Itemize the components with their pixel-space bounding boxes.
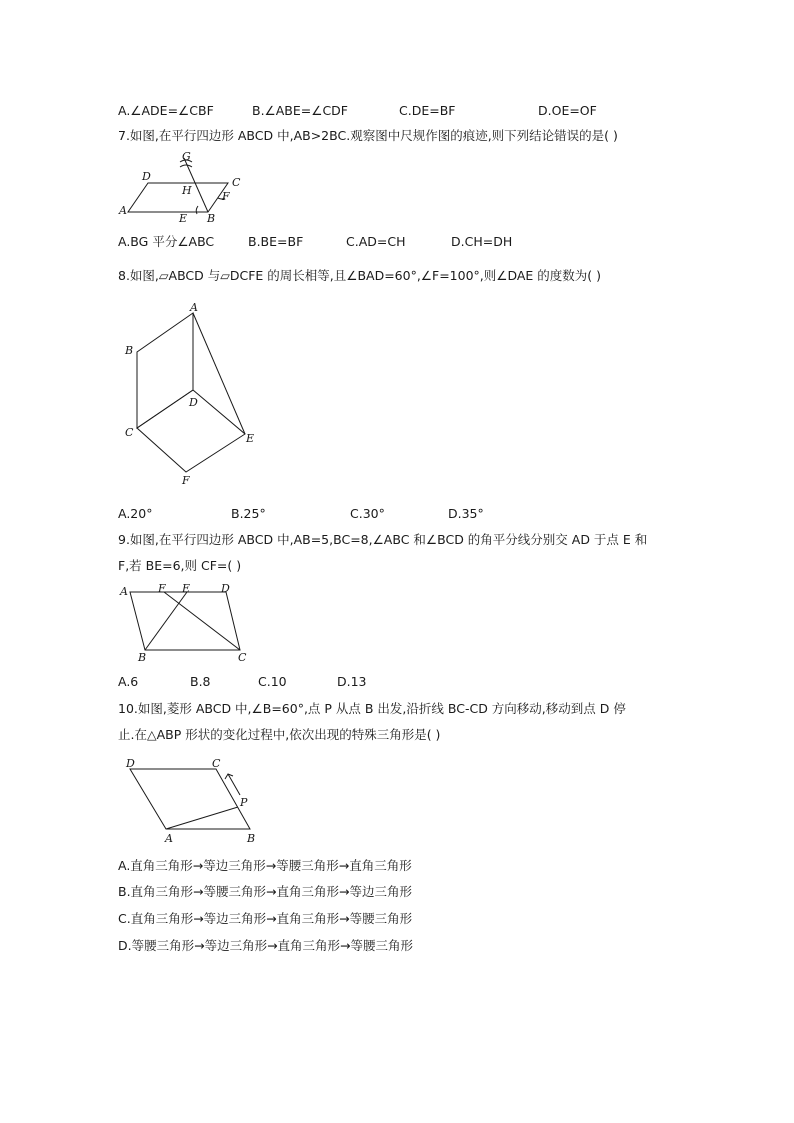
q10-label-c: C bbox=[212, 757, 221, 770]
q10-option-b: B.直角三角形→等腰三角形→直角三角形→等边三角形 bbox=[118, 884, 412, 899]
q6-option-a: A.∠ADE=∠CBF bbox=[118, 103, 214, 118]
q8-label-c: C bbox=[125, 426, 134, 439]
q10-label-p: P bbox=[240, 796, 248, 809]
q10-label-b: B bbox=[247, 832, 256, 845]
q8-option-d: D.35° bbox=[448, 506, 484, 521]
q7-figure bbox=[118, 150, 268, 225]
q7-label-c: C bbox=[232, 176, 241, 189]
q7-stem: 7.如图,在平行四边形 ABCD 中,AB>2BC.观察图中尺规作图的痕迹,则下列结论错误的是( ) bbox=[118, 128, 618, 143]
q10-segment-ap bbox=[166, 807, 238, 829]
q9-label-b: B bbox=[138, 651, 147, 664]
q8-option-a: A.20° bbox=[118, 506, 153, 521]
q8-label-e: E bbox=[246, 432, 255, 445]
q9-stem-line2: F,若 BE=6,则 CF=( ) bbox=[118, 558, 242, 573]
q6-option-c: C.DE=BF bbox=[399, 103, 456, 118]
q9-label-e: E bbox=[182, 582, 191, 595]
q9-label-f: F bbox=[158, 582, 166, 595]
q9-option-b: B.8 bbox=[190, 674, 211, 689]
q10-option-a: A.直角三角形→等边三角形→等腰三角形→直角三角形 bbox=[118, 858, 412, 873]
q7-option-a: A.BG 平分∠ABC bbox=[118, 234, 215, 249]
q10-figure bbox=[118, 755, 268, 850]
q7-arc-e bbox=[196, 206, 198, 214]
q8-label-b: B bbox=[125, 344, 134, 357]
q10-stem-line1: 10.如图,菱形 ABCD 中,∠B=60°,点 P 从点 B 出发,沿折线 BC-CD 方向移动,移动到点 D 停 bbox=[118, 701, 626, 716]
q7-label-d: D bbox=[142, 170, 151, 183]
q10-option-d: D.等腰三角形→等边三角形→直角三角形→等腰三角形 bbox=[118, 938, 414, 953]
q6-option-b: B.∠ABE=∠CDF bbox=[252, 103, 349, 118]
q10-label-a: A bbox=[165, 832, 173, 845]
q7-label-b: B bbox=[207, 212, 216, 225]
q9-parallelogram bbox=[130, 592, 240, 650]
q10-rhombus bbox=[130, 769, 250, 829]
q10-motion-arrow-shaft bbox=[228, 774, 240, 795]
q7-arc-g2 bbox=[180, 165, 192, 167]
q9-option-a: A.6 bbox=[118, 674, 139, 689]
q10-stem-line2: 止.在△ABP 形状的变化过程中,依次出现的特殊三角形是( ) bbox=[118, 727, 441, 742]
q8-label-a: A bbox=[190, 301, 198, 314]
q8-parallelogram-abcd bbox=[137, 313, 193, 428]
q10-option-c: C.直角三角形→等边三角形→直角三角形→等腰三角形 bbox=[118, 911, 413, 926]
q9-stem-line1: 9.如图,在平行四边形 ABCD 中,AB=5,BC=8,∠ABC 和∠BCD 的角平分线分别交 AD 于点 E 和 bbox=[118, 532, 648, 547]
q7-parallelogram bbox=[128, 183, 228, 212]
q7-label-a: A bbox=[119, 204, 127, 217]
q7-option-b: B.BE=BF bbox=[248, 234, 304, 249]
q7-label-h: H bbox=[182, 184, 192, 197]
q9-option-c: C.10 bbox=[258, 674, 287, 689]
q7-label-g: G bbox=[182, 150, 191, 163]
q9-label-a: A bbox=[120, 585, 128, 598]
q7-option-d: D.CH=DH bbox=[451, 234, 513, 249]
q8-figure bbox=[118, 300, 268, 490]
q10-label-d: D bbox=[126, 757, 135, 770]
q7-label-f: F bbox=[222, 190, 230, 203]
q9-bisector-be bbox=[145, 592, 187, 650]
q9-option-d: D.13 bbox=[337, 674, 367, 689]
q8-option-c: C.30° bbox=[350, 506, 385, 521]
q7-label-e: E bbox=[179, 212, 188, 225]
q8-option-b: B.25° bbox=[231, 506, 266, 521]
q8-stem: 8.如图,▱ABCD 与▱DCFE 的周长相等,且∠BAD=60°,∠F=100°,则∠DAE 的度数为( ) bbox=[118, 268, 602, 283]
q8-label-d: D bbox=[189, 396, 198, 409]
q6-option-d: D.OE=OF bbox=[538, 103, 597, 118]
q9-label-c: C bbox=[238, 651, 247, 664]
q8-segment-ae bbox=[193, 313, 245, 434]
q9-label-d: D bbox=[221, 582, 230, 595]
q7-option-c: C.AD=CH bbox=[346, 234, 406, 249]
q9-figure bbox=[118, 580, 258, 665]
q8-label-f: F bbox=[182, 474, 190, 487]
